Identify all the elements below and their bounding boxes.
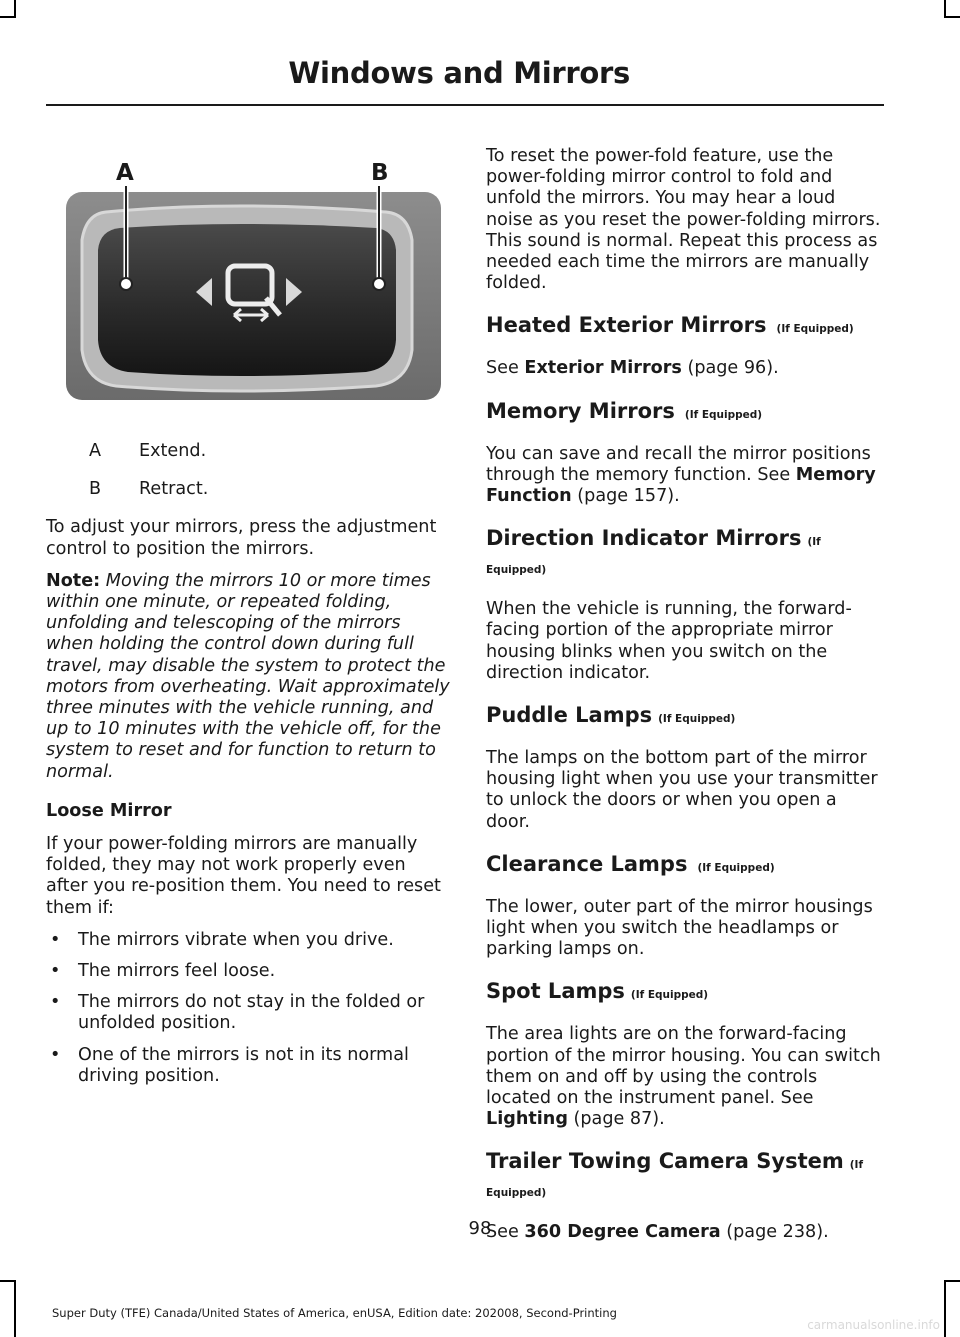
- watermark: carmanualsonline.info: [807, 1318, 940, 1332]
- callout-b-pointer: [373, 278, 385, 290]
- clearance-paragraph: The lower, outer part of the mirror housings light when you switch the headlamps or parking lamps on.: [486, 896, 873, 960]
- link-memory-function[interactable]: Memory Function: [486, 464, 876, 507]
- legend-key: B: [89, 479, 102, 500]
- page-title: Windows and Mirrors: [288, 56, 630, 90]
- left-column: [46, 441, 452, 1097]
- callout-a-pointer: [120, 278, 132, 290]
- legend-row: [46, 441, 452, 462]
- direction-paragraph: When the vehicle is running, the forward-facing portion of the appropriate mirror housing blinks when you switch on the direction indicator.: [486, 599, 852, 683]
- legend-row: [46, 479, 452, 500]
- legend-text: Retract.: [139, 479, 209, 500]
- heading-heated-exterior-mirrors: Heated Exterior Mirrors (If Equipped): [486, 313, 854, 338]
- heading-puddle-lamps: Puddle Lamps (If Equipped): [486, 703, 736, 728]
- crop-mark: [944, 16, 960, 18]
- crop-mark: [14, 1280, 16, 1337]
- list-item: • The mirrors feel loose.: [50, 961, 276, 982]
- callout-b: B: [371, 160, 389, 186]
- header-divider: [46, 104, 884, 106]
- heading-memory-mirrors: Memory Mirrors (If Equipped): [486, 398, 763, 423]
- puddle-paragraph: The lamps on the bottom part of the mirror housing light when you use your transmitter to unlock the doors or when you open a door.: [486, 748, 878, 832]
- heading-clearance-lamps: Clearance Lamps (If Equipped): [486, 851, 775, 876]
- reset-paragraph: To reset the power-fold feature, use the power-folding mirror control to fold and unfold the mirrors. You may hear a loud noise as you reset the power-folding mirrors. This sound is normal. Repeat this process as needed each time the mirrors are manually folded.: [486, 146, 881, 294]
- edition-footer: Super Duty (TFE) Canada/United States of America, enUSA, Edition date: 202008, Second-Printing: [52, 1306, 617, 1320]
- list-item: • The mirrors vibrate when you drive.: [50, 929, 394, 950]
- heading-direction-indicator-mirrors: Direction Indicator Mirrors (If Equipped): [486, 526, 821, 577]
- memory-paragraph: You can save and recall the mirror positions through the memory function. See Memory Function (page 157).: [486, 443, 876, 507]
- loose-mirror-paragraph: If your power-folding mirrors are manually folded, they may not work properly even after you re-position them. You need to reset them if:: [46, 834, 441, 918]
- list-item: • The mirrors do not stay in the folded or unfolded position.: [50, 992, 425, 1034]
- trailer-paragraph: See 360 Degree Camera (page 238).: [486, 1222, 829, 1243]
- note-text: Moving the mirrors 10 or more times within one minute, or repeated folding, unfolding and telescoping of the mirrors when holding the control down during full travel, may disable the system to protect the motors from overheating. Wait approximately three minutes with the vehicle running, and up to 10 minutes with the vehicle off, for the system to reset and for function to return to normal.: [46, 570, 450, 782]
- link-360-degree-camera[interactable]: 360 Degree Camera: [524, 1222, 721, 1243]
- link-exterior-mirrors[interactable]: Exterior Mirrors: [524, 358, 682, 379]
- legend-text: Extend.: [139, 441, 207, 461]
- heated-paragraph: See Exterior Mirrors (page 96).: [486, 358, 779, 379]
- page-number: 98: [468, 1218, 492, 1239]
- note-paragraph: [46, 571, 452, 783]
- heading-spot-lamps: Spot Lamps (If Equipped): [486, 979, 709, 1004]
- note-label: Note:: [46, 570, 101, 591]
- right-column: [486, 146, 882, 1255]
- mirror-control-button: [98, 224, 396, 376]
- heading-trailer-towing-camera: Trailer Towing Camera System (If Equipped): [486, 1149, 864, 1200]
- crop-mark: [0, 1280, 16, 1282]
- list-item: • One of the mirrors is not in its normal driving position.: [50, 1044, 409, 1086]
- intro-paragraph: To adjust your mirrors, press the adjustment control to position the mirrors.: [46, 517, 437, 559]
- crop-mark: [944, 1280, 960, 1282]
- section-heading-loose-mirror: Loose Mirror: [46, 800, 172, 821]
- legend-key: A: [89, 441, 102, 461]
- crop-mark: [0, 16, 16, 18]
- link-lighting[interactable]: Lighting: [486, 1109, 568, 1130]
- spot-paragraph: The area lights are on the forward-facing portion of the mirror housing. You can switch them on and off by using the controls located on the instrument panel. See Lighting (page 87).: [486, 1024, 881, 1130]
- crop-mark: [944, 1280, 946, 1337]
- callout-a: A: [116, 160, 134, 186]
- mirror-control-figure: [46, 150, 456, 410]
